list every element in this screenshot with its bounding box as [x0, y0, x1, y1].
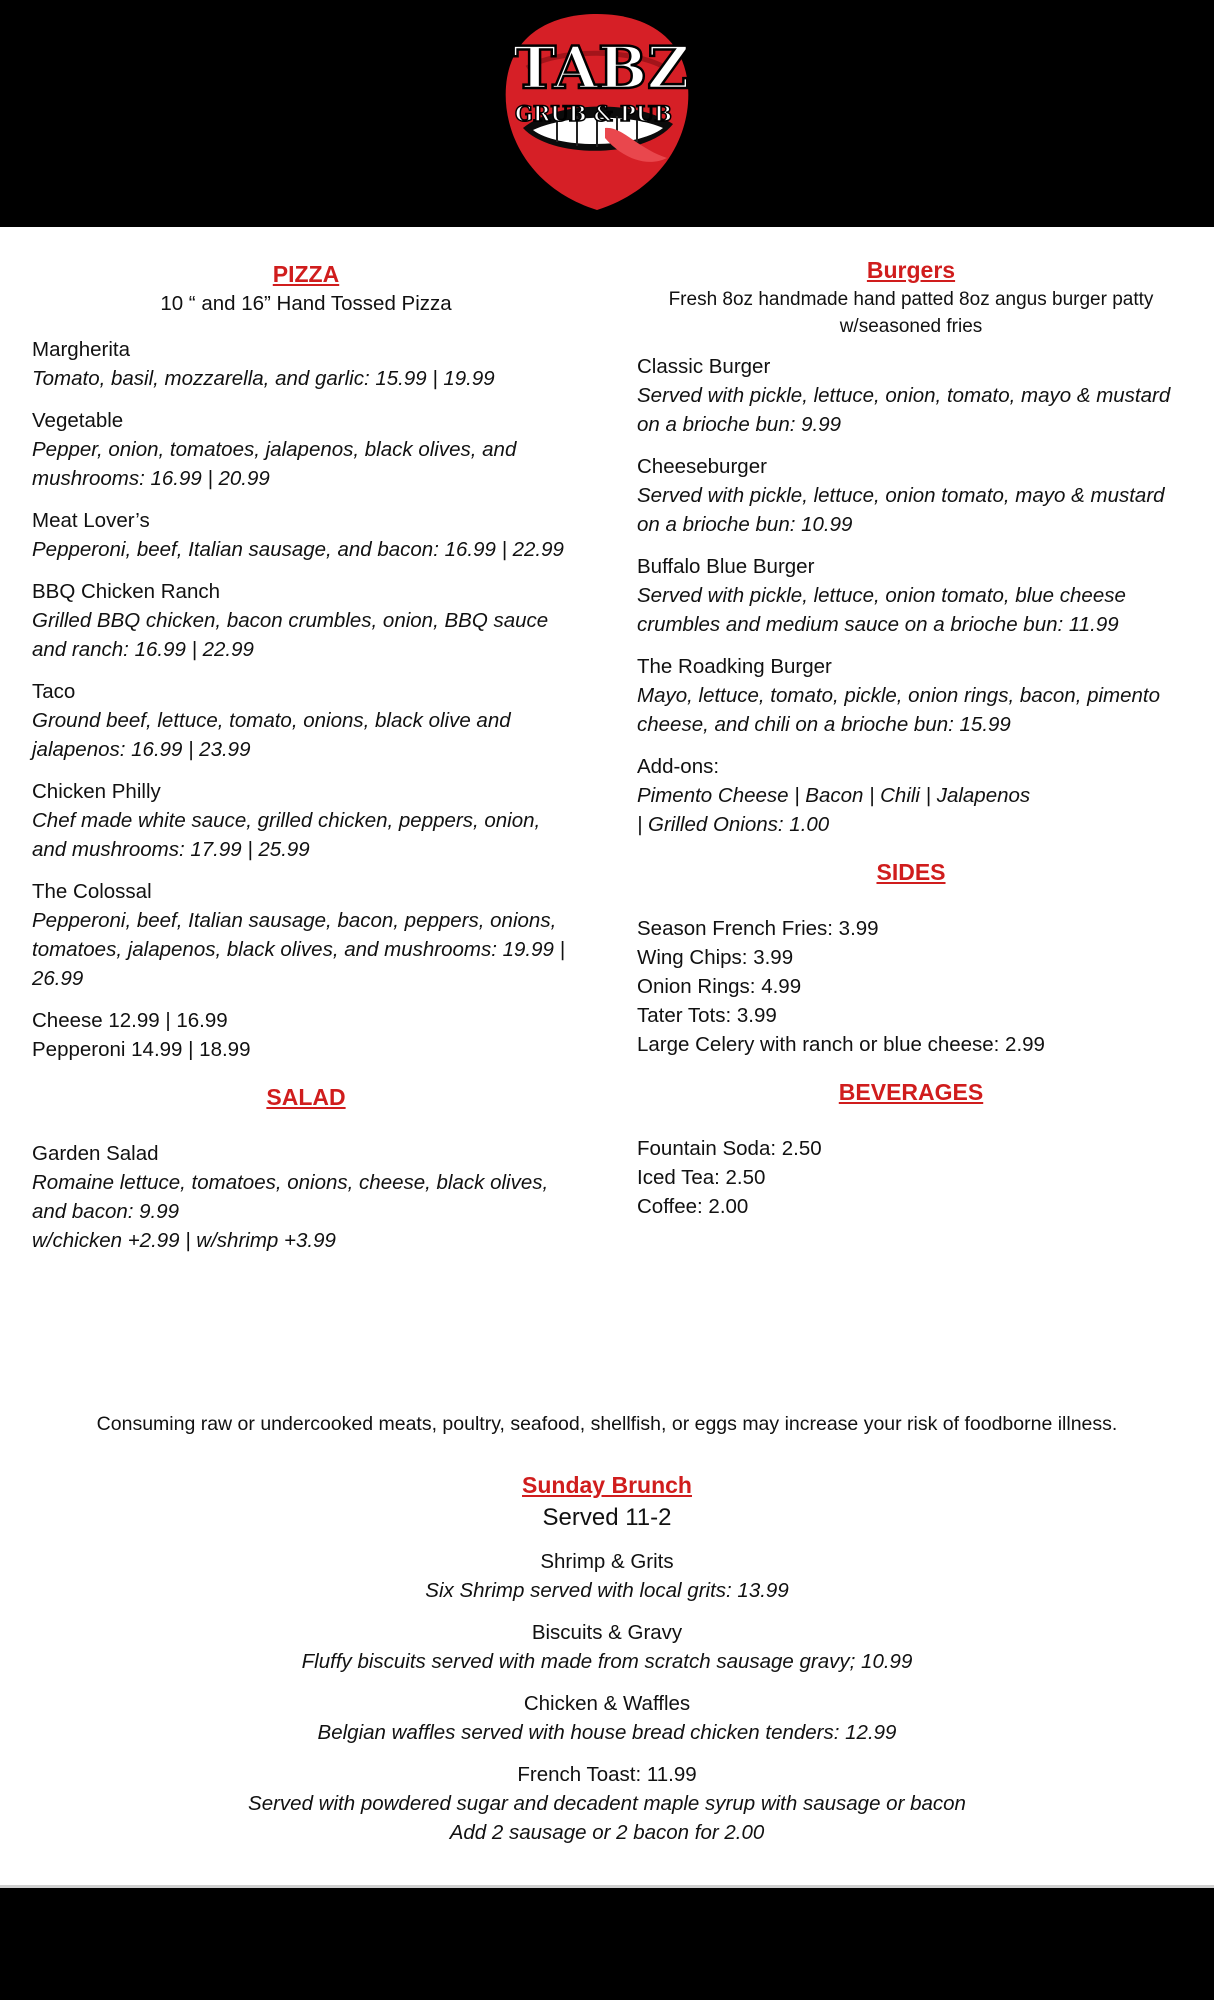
list-item: Coffee: 2.00: [637, 1195, 749, 1218]
menu-item-description: Served with powdered sugar and decadent maple syrup with sausage or bacon: [248, 1792, 966, 1815]
menu-item-addons: Add 2 sausage or 2 bacon for 2.00: [449, 1821, 765, 1844]
menu-item: [32, 335, 580, 393]
food-safety-notice: Consuming raw or undercooked meats, poultry, seafood, shellfish, or eggs may increase your risk of foodborne illness.: [96, 1413, 1118, 1435]
brunch-served-hours: Served 11-2: [542, 1504, 672, 1531]
beverages-section-title: BEVERAGES: [838, 1079, 984, 1105]
menu-item-description: Pepper, onion, tomatoes, jalapenos, black olives, and mushrooms: 16.99 | 20.99: [32, 438, 517, 490]
list-item: Onion Rings: 4.99: [637, 975, 802, 998]
menu-item: [637, 452, 1185, 539]
menu-item-description: Romaine lettuce, tomatoes, onions, cheese, black olives, and bacon: 9.99: [32, 1171, 549, 1223]
logo-text-tabz: TABZ: [513, 34, 690, 102]
menu-item-description: Grilled BBQ chicken, bacon crumbles, onion, BBQ sauce and ranch: 16.99 | 22.99: [32, 609, 549, 661]
menu-item-name: Vegetable: [32, 409, 124, 432]
basic-pizza-prices: [32, 1006, 580, 1064]
menu-item-description: Ground beef, lettuce, tomato, onions, black olive and jalapenos: 16.99 | 23.99: [32, 709, 511, 761]
menu-item-description: Belgian waffles served with house bread chicken tenders: 12.99: [317, 1721, 897, 1744]
menu-item-addons: w/chicken +2.99 | w/shrimp +3.99: [32, 1229, 336, 1252]
basic-pizza-line: Cheese 12.99 | 16.99: [32, 1009, 228, 1032]
menu-item: [0, 1547, 1214, 1605]
menu-item-description: Fluffy biscuits served with made from scratch sausage gravy; 10.99: [301, 1650, 913, 1673]
menu-item: [32, 506, 580, 564]
sides-section-title: SIDES: [876, 859, 946, 885]
menu-item-name: Chicken Philly: [32, 780, 161, 803]
menu-item-description: Served with pickle, lettuce, onion tomato, blue cheese crumbles and medium sauce on a brioche bun: 11.99: [637, 584, 1126, 636]
logo-text-grub-pub: GRUB & PUB: [515, 101, 672, 126]
menu-item-name: Biscuits & Gravy: [531, 1621, 683, 1644]
menu-item: [32, 677, 580, 764]
red-lips-logo-icon: [497, 8, 697, 216]
menu-item: [637, 752, 1185, 839]
list-item: Fountain Soda: 2.50: [637, 1137, 822, 1160]
salad-section-title: SALAD: [266, 1084, 346, 1110]
menu-item-name: The Colossal: [32, 880, 152, 903]
menu-item: [32, 577, 580, 664]
menu-item-name: Buffalo Blue Burger: [637, 555, 815, 578]
pizza-section-subtitle: 10 “ and 16” Hand Tossed Pizza: [160, 292, 452, 315]
menu-item-name: French Toast: 11.99: [517, 1763, 697, 1786]
menu-item-name: Meat Lover’s: [32, 509, 150, 532]
menu-footer-banner: [0, 1888, 1214, 2000]
menu-item-name: The Roadking Burger: [637, 655, 832, 678]
menu-item-name: Add-ons:: [637, 755, 720, 778]
menu-item-name: Classic Burger: [637, 355, 771, 378]
menu-item: [637, 352, 1185, 439]
left-menu-column: [32, 258, 580, 1255]
menu-item: [32, 406, 580, 493]
menu-item-description: Chef made white sauce, grilled chicken, peppers, onion, and mushrooms: 17.99 | 25.99: [32, 809, 541, 861]
menu-item: [0, 1689, 1214, 1747]
menu-item-description: Served with pickle, lettuce, onion tomato, mayo & mustard on a brioche bun: 10.99: [637, 484, 1165, 536]
menu-item-description: Pepperoni, beef, Italian sausage, and bacon: 16.99 | 22.99: [32, 538, 564, 561]
menu-item: [32, 777, 580, 864]
menu-item-name: Garden Salad: [32, 1142, 159, 1165]
menu-item-description: Six Shrimp served with local grits: 13.99: [425, 1579, 789, 1602]
brunch-section: [0, 1469, 1214, 1847]
list-item: Tater Tots: 3.99: [637, 1004, 777, 1027]
menu-item-name: Cheeseburger: [637, 455, 767, 478]
menu-item: [0, 1618, 1214, 1676]
menu-item-description: Mayo, lettuce, tomato, pickle, onion rings, bacon, pimento cheese, and chili on a brioche bun: 15.99: [637, 684, 1161, 736]
burgers-section-title: Burgers: [866, 257, 956, 283]
right-menu-column: [637, 254, 1185, 1221]
list-item: Season French Fries: 3.99: [637, 917, 879, 940]
menu-item-description: Served with pickle, lettuce, onion, tomato, mayo & mustard on a brioche bun: 9.99: [637, 384, 1171, 436]
burgers-section-subtitle: Fresh 8oz handmade hand patted 8oz angus burger patty w/seasoned fries: [668, 289, 1154, 337]
menu-item: [637, 652, 1185, 739]
basic-pizza-line: Pepperoni 14.99 | 18.99: [32, 1038, 251, 1061]
menu-item: [637, 552, 1185, 639]
beverages-list: [637, 1134, 1185, 1221]
list-item: Wing Chips: 3.99: [637, 946, 794, 969]
menu-item-name: Margherita: [32, 338, 130, 361]
menu-item-name: Taco: [32, 680, 76, 703]
pizza-section-title: PIZZA: [272, 261, 340, 287]
list-item: Large Celery with ranch or blue cheese: 2.99: [637, 1033, 1045, 1056]
menu-header-banner: [0, 0, 1214, 227]
menu-item: [32, 1139, 580, 1255]
menu-item-description: Pepperoni, beef, Italian sausage, bacon, peppers, onions, tomatoes, jalapenos, black olives, and mushrooms: 19.99 | 26.99: [32, 909, 565, 990]
brunch-section-title: Sunday Brunch: [522, 1472, 692, 1498]
menu-item-description: Pimento Cheese | Bacon | Chili | Jalapenos | Grilled Onions: 1.00: [637, 784, 1031, 836]
sides-list: [637, 914, 1185, 1059]
menu-item-name: Chicken & Waffles: [523, 1692, 691, 1715]
menu-item: [32, 877, 580, 993]
menu-item-description: Tomato, basil, mozzarella, and garlic: 15.99 | 19.99: [32, 367, 495, 390]
menu-item-name: BBQ Chicken Ranch: [32, 580, 221, 603]
menu-item: [0, 1760, 1214, 1847]
menu-item-name: Shrimp & Grits: [540, 1550, 674, 1573]
list-item: Iced Tea: 2.50: [637, 1166, 766, 1189]
